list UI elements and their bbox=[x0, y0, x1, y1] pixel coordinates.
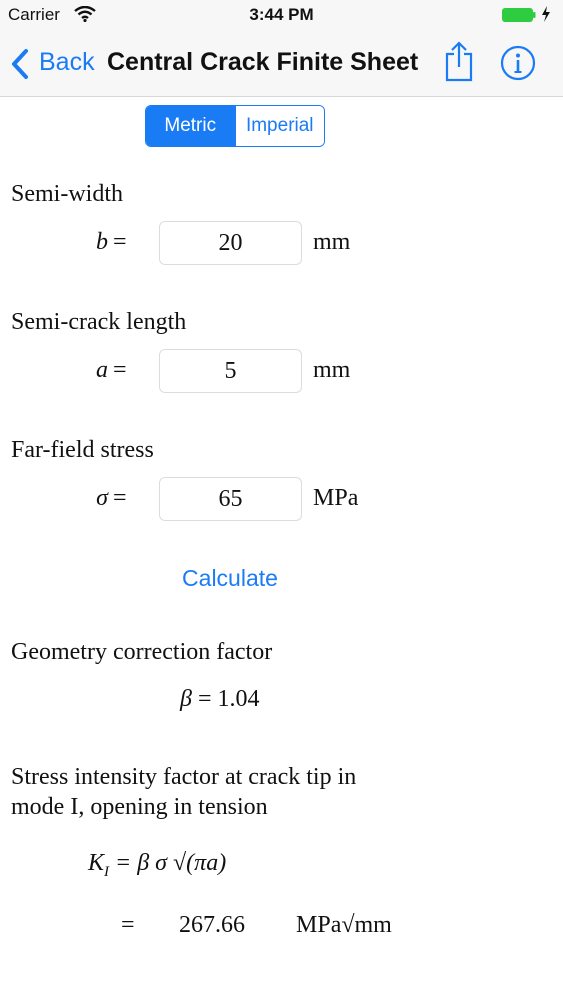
far-field-stress-label: Far-field stress bbox=[11, 437, 154, 463]
calculate-button[interactable] bbox=[0, 564, 460, 593]
sif-label-line2: mode I, opening in tension bbox=[11, 794, 268, 820]
info-icon[interactable] bbox=[500, 45, 536, 81]
unit-segmented-control[interactable] bbox=[145, 105, 325, 147]
back-chevron-icon[interactable] bbox=[10, 48, 30, 80]
battery-icon bbox=[502, 8, 536, 22]
sif-formula bbox=[88, 850, 226, 881]
sigma-symbol: σ bbox=[96, 485, 108, 511]
b-equals: = bbox=[113, 229, 127, 255]
semi-crack-length-input[interactable] bbox=[159, 349, 302, 393]
calculate-label: Calculate bbox=[182, 565, 278, 591]
share-icon[interactable] bbox=[444, 40, 474, 82]
sif-unit: MPa√mm bbox=[296, 912, 392, 938]
carrier-label: Carrier bbox=[8, 5, 60, 24]
sif-equals: = bbox=[121, 912, 135, 938]
far-field-stress-input[interactable] bbox=[159, 477, 302, 521]
a-equals: = bbox=[113, 357, 127, 383]
beta-symbol: β bbox=[180, 686, 192, 712]
a-symbol: a bbox=[96, 357, 108, 383]
sif-subscript: I bbox=[104, 863, 110, 880]
b-symbol: b bbox=[96, 229, 108, 255]
segment-imperial[interactable]: Imperial bbox=[235, 106, 325, 146]
sif-label-line1: Stress intensity factor at crack tip in bbox=[11, 764, 357, 790]
page-title: Central Crack Finite Sheet bbox=[107, 48, 419, 76]
back-button[interactable]: Back bbox=[39, 48, 95, 76]
semi-width-label: Semi-width bbox=[11, 181, 123, 207]
charging-bolt-icon bbox=[541, 6, 551, 22]
clock: 3:44 PM bbox=[249, 5, 314, 24]
far-field-stress-unit: MPa bbox=[313, 485, 359, 511]
sigma-equals: = bbox=[113, 485, 127, 511]
geometry-factor-value: 1.04 bbox=[217, 686, 260, 712]
semi-width-unit: mm bbox=[313, 229, 351, 255]
geometry-factor-result: β = 1.04 bbox=[180, 686, 260, 712]
sif-formula-rhs: = β σ √(πa) bbox=[115, 850, 227, 876]
semi-crack-length-label: Semi-crack length bbox=[11, 309, 187, 335]
semi-width-input[interactable] bbox=[159, 221, 302, 265]
sif-value: 267.66 bbox=[179, 912, 245, 938]
semi-crack-length-unit: mm bbox=[313, 357, 351, 383]
segment-metric[interactable]: Metric bbox=[146, 106, 235, 146]
geometry-factor-label: Geometry correction factor bbox=[11, 639, 273, 665]
sif-symbol: K bbox=[88, 850, 105, 876]
